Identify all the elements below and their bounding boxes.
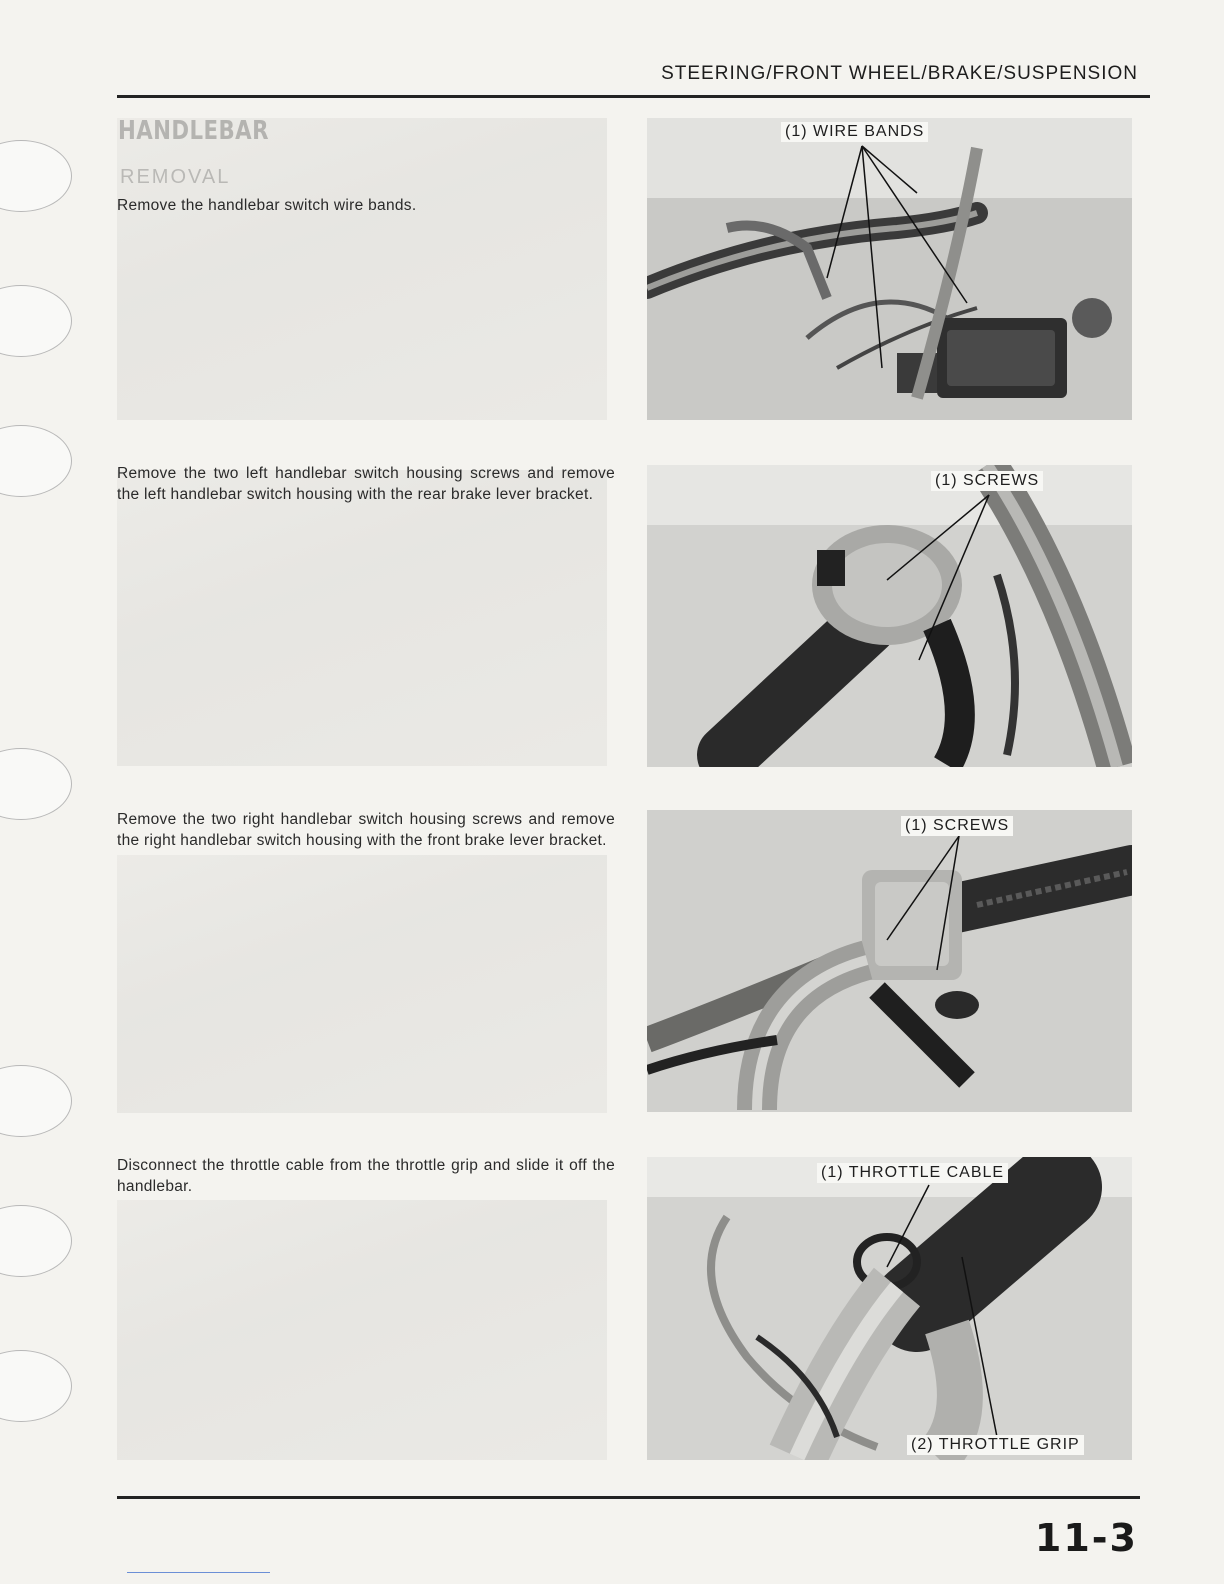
step-4-text: Disconnect the throttle cable from the throttle grip and slide it off the handlebar. bbox=[117, 1157, 615, 1195]
footer-divider bbox=[117, 1496, 1140, 1499]
bleed-through-panel bbox=[117, 118, 607, 420]
bleed-through-panel bbox=[117, 855, 607, 1113]
bleed-through-panel bbox=[117, 1200, 607, 1460]
step-2-text: Remove the two left handlebar switch housing screws and remove the left handlebar switch housing with the rear brake lever bracket. bbox=[117, 465, 615, 503]
step-3-text: Remove the two right handlebar switch housing screws and remove the right handlebar switch housing with the front brake lever bracket. bbox=[117, 811, 615, 849]
photo-wire-bands bbox=[647, 118, 1132, 420]
header-divider bbox=[117, 95, 1150, 98]
section-header: STEERING/FRONT WHEEL/BRAKE/SUSPENSION bbox=[661, 63, 1138, 84]
binder-hole bbox=[0, 140, 72, 212]
right-switch-housing-illustration bbox=[647, 810, 1132, 1112]
bleed-through-panel bbox=[117, 470, 607, 766]
binder-hole bbox=[0, 1350, 72, 1422]
footer-link-underline bbox=[127, 1572, 270, 1573]
binder-hole bbox=[0, 1065, 72, 1137]
photo-right-screws bbox=[647, 810, 1132, 1112]
callout-screws: (1) SCREWS bbox=[931, 471, 1043, 491]
step-1-text: Remove the handlebar switch wire bands. bbox=[117, 197, 417, 214]
page-number: 11-3 bbox=[1034, 1516, 1138, 1560]
binder-hole bbox=[0, 425, 72, 497]
photo-left-screws bbox=[647, 465, 1132, 767]
binder-hole bbox=[0, 748, 72, 820]
binder-hole bbox=[0, 1205, 72, 1277]
callout-wire-bands: (1) WIRE BANDS bbox=[781, 122, 928, 142]
callout-screws: (1) SCREWS bbox=[901, 816, 1013, 836]
handlebar-photo-illustration bbox=[647, 118, 1132, 420]
photo-throttle bbox=[647, 1157, 1132, 1460]
left-switch-housing-illustration bbox=[647, 465, 1132, 767]
binder-hole bbox=[0, 285, 72, 357]
throttle-grip-illustration bbox=[647, 1157, 1132, 1460]
callout-throttle-grip: (2) THROTTLE GRIP bbox=[907, 1435, 1084, 1455]
callout-throttle-cable: (1) THROTTLE CABLE bbox=[817, 1163, 1008, 1183]
